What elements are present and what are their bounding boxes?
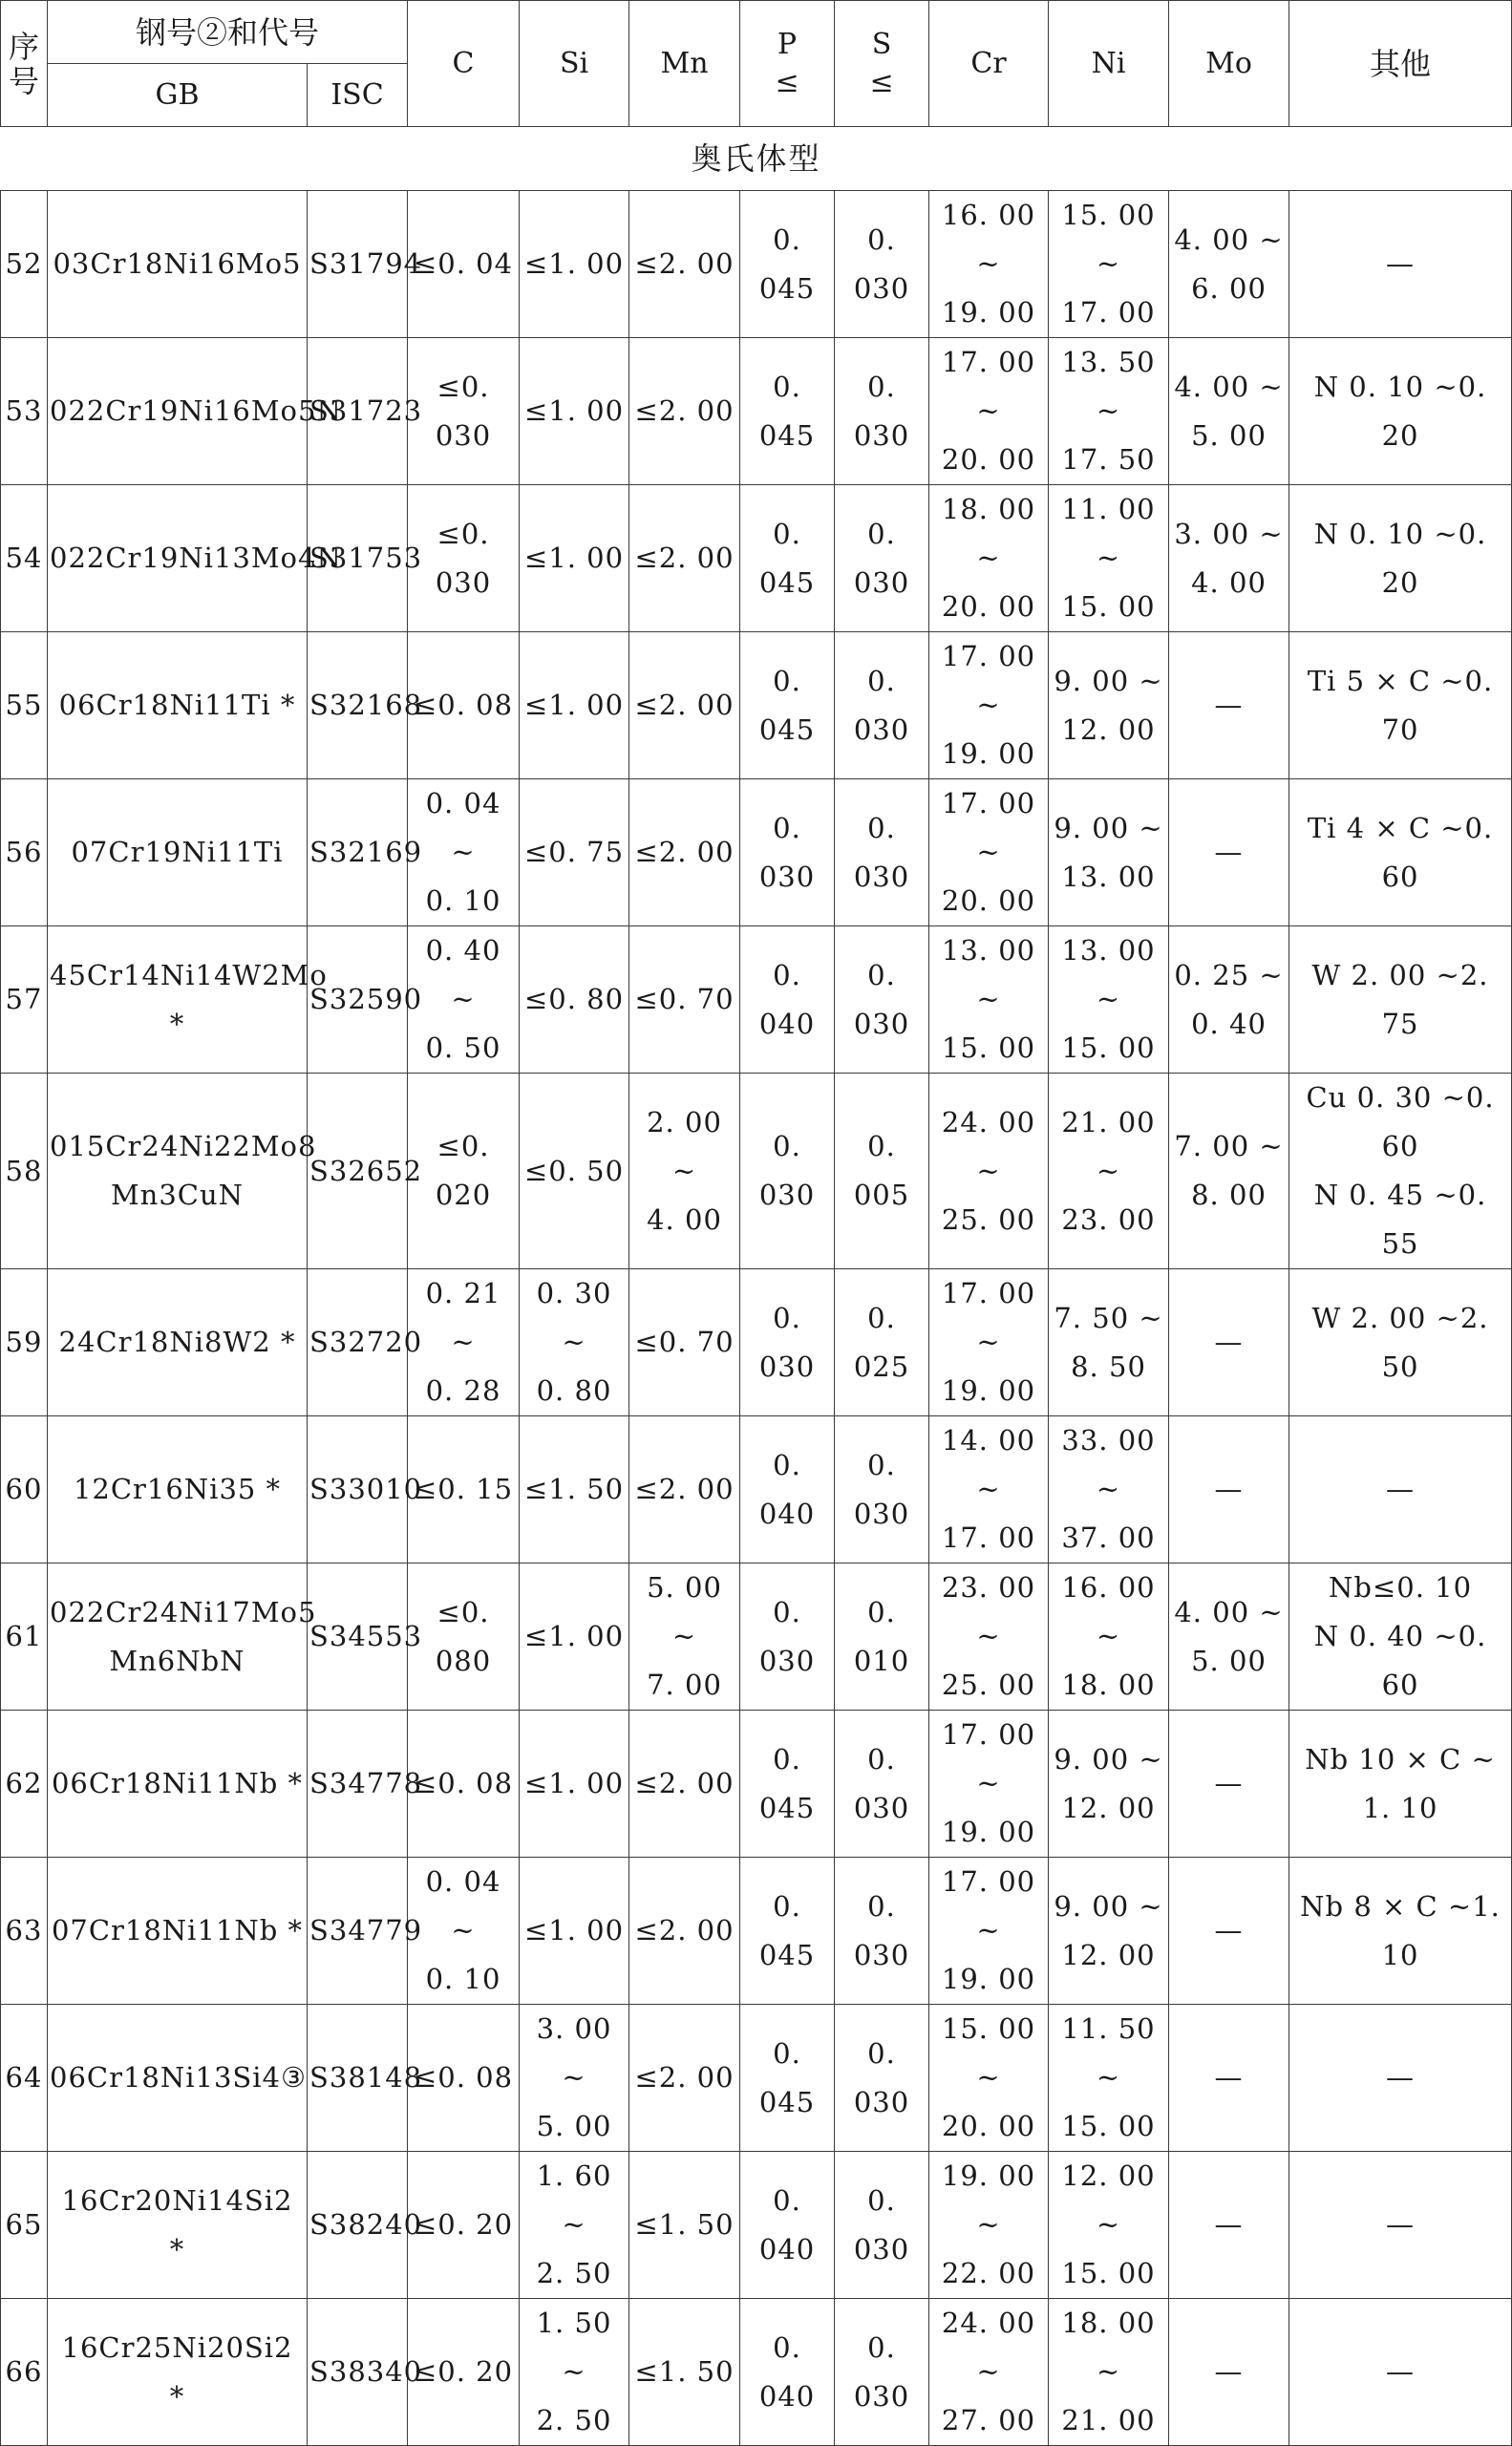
header-p: P ≤	[740, 1, 835, 127]
table-row	[1, 1711, 1512, 1858]
cell-p: 0. 030	[740, 1074, 835, 1269]
cell-s: 0. 030	[835, 2299, 929, 2446]
cell-ni: 12. 00 ~ 15. 00	[1049, 2152, 1169, 2299]
cell-other: Nb≤0. 10 N 0. 40 ~0. 60	[1289, 1563, 1512, 1711]
header-steel-designation: 钢号②和代号	[48, 1, 408, 64]
cell-s: 0. 025	[835, 1269, 929, 1416]
cell-other: Nb 10 × C ~ 1. 10	[1289, 1711, 1512, 1858]
cell-s: 0. 030	[835, 191, 929, 338]
cell-c: ≤0. 08	[408, 2005, 520, 2152]
cell-other: —	[1289, 2299, 1512, 2446]
cell-mn: ≤0. 70	[629, 926, 740, 1074]
cell-si: ≤1. 00	[520, 191, 629, 338]
header-cr: Cr	[929, 1, 1049, 127]
cell-s: 0. 030	[835, 485, 929, 632]
cell-mn: ≤2. 00	[629, 1858, 740, 2005]
cell-si: ≤0. 50	[520, 1074, 629, 1269]
cell-s: 0. 030	[835, 779, 929, 926]
cell-p: 0. 045	[740, 191, 835, 338]
cell-seq: 64	[1, 2005, 48, 2152]
cell-cr: 23. 00 ~ 25. 00	[929, 1563, 1049, 1711]
cell-mo: —	[1169, 779, 1289, 926]
cell-other: N 0. 10 ~0. 20	[1289, 338, 1512, 485]
cell-mn: ≤2. 00	[629, 1416, 740, 1563]
cell-mn: 5. 00 ~ 7. 00	[629, 1563, 740, 1711]
cell-mo: 0. 25 ~ 0. 40	[1169, 926, 1289, 1074]
cell-cr: 24. 00 ~ 27. 00	[929, 2299, 1049, 2446]
cell-cr: 17. 00 ~ 19. 00	[929, 1269, 1049, 1416]
header-other: 其他	[1289, 1, 1512, 127]
cell-s: 0. 030	[835, 1711, 929, 1858]
cell-isc-code: S33010	[308, 1416, 408, 1563]
cell-si: 3. 00 ~ 5. 00	[520, 2005, 629, 2152]
cell-isc-code: S34778	[308, 1711, 408, 1858]
cell-isc-code: S31753	[308, 485, 408, 632]
cell-isc-code: S38148	[308, 2005, 408, 2152]
cell-other: —	[1289, 191, 1512, 338]
cell-mo: 7. 00 ~ 8. 00	[1169, 1074, 1289, 1269]
cell-mn: ≤2. 00	[629, 485, 740, 632]
header-ni: Ni	[1049, 1, 1169, 127]
cell-ni: 13. 00 ~ 15. 00	[1049, 926, 1169, 1074]
cell-gb-designation: 022Cr19Ni13Mo4N	[48, 485, 308, 632]
cell-c: ≤0. 20	[408, 2299, 520, 2446]
cell-ni: 18. 00 ~ 21. 00	[1049, 2299, 1169, 2446]
cell-isc-code: S31794	[308, 191, 408, 338]
cell-c: 0. 21 ~ 0. 28	[408, 1269, 520, 1416]
cell-isc-code: S34553	[308, 1563, 408, 1711]
cell-mn: ≤0. 70	[629, 1269, 740, 1416]
cell-cr: 18. 00 ~ 20. 00	[929, 485, 1049, 632]
section-row	[1, 127, 1512, 191]
cell-seq: 55	[1, 632, 48, 779]
cell-isc-code: S32169	[308, 779, 408, 926]
table-row	[1, 1563, 1512, 1711]
cell-other: Cu 0. 30 ~0. 60 N 0. 45 ~0. 55	[1289, 1074, 1512, 1269]
cell-other: —	[1289, 1416, 1512, 1563]
cell-gb-designation: 022Cr24Ni17Mo5 Mn6NbN	[48, 1563, 308, 1711]
cell-gb-designation: 24Cr18Ni8W2 *	[48, 1269, 308, 1416]
cell-mn: ≤2. 00	[629, 2005, 740, 2152]
table-row	[1, 926, 1512, 1074]
cell-isc-code: S34779	[308, 1858, 408, 2005]
cell-si: 1. 60 ~ 2. 50	[520, 2152, 629, 2299]
cell-si: ≤0. 75	[520, 779, 629, 926]
cell-s: 0. 030	[835, 1858, 929, 2005]
cell-c: 0. 04 ~ 0. 10	[408, 779, 520, 926]
cell-cr: 13. 00 ~ 15. 00	[929, 926, 1049, 1074]
cell-s: 0. 030	[835, 2005, 929, 2152]
cell-other: Nb 8 × C ~1. 10	[1289, 1858, 1512, 2005]
cell-seq: 53	[1, 338, 48, 485]
table-row	[1, 1858, 1512, 2005]
cell-si: ≤1. 00	[520, 632, 629, 779]
cell-p: 0. 045	[740, 1711, 835, 1858]
cell-mo: —	[1169, 2299, 1289, 2446]
cell-mn: ≤2. 00	[629, 191, 740, 338]
header-mo: Mo	[1169, 1, 1289, 127]
cell-gb-designation: 16Cr25Ni20Si2 *	[48, 2299, 308, 2446]
cell-cr: 24. 00 ~ 25. 00	[929, 1074, 1049, 1269]
cell-c: ≤0. 030	[408, 338, 520, 485]
cell-gb-designation: 022Cr19Ni16Mo5N	[48, 338, 308, 485]
header-isc: ISC	[308, 64, 408, 127]
header-mn: Mn	[629, 1, 740, 127]
cell-s: 0. 030	[835, 926, 929, 1074]
cell-seq: 63	[1, 1858, 48, 2005]
cell-mo: 4. 00 ~ 5. 00	[1169, 1563, 1289, 1711]
cell-p: 0. 040	[740, 2299, 835, 2446]
table-body	[1, 127, 1512, 2446]
cell-isc-code: S32652	[308, 1074, 408, 1269]
cell-isc-code: S32590	[308, 926, 408, 1074]
cell-c: ≤0. 08	[408, 632, 520, 779]
table-row	[1, 1074, 1512, 1269]
cell-ni: 33. 00 ~ 37. 00	[1049, 1416, 1169, 1563]
cell-isc-code: S32720	[308, 1269, 408, 1416]
cell-gb-designation: 07Cr19Ni11Ti	[48, 779, 308, 926]
cell-other: W 2. 00 ~2. 50	[1289, 1269, 1512, 1416]
cell-mn: ≤2. 00	[629, 338, 740, 485]
cell-mn: 2. 00 ~ 4. 00	[629, 1074, 740, 1269]
cell-p: 0. 040	[740, 2152, 835, 2299]
cell-gb-designation: 015Cr24Ni22Mo8 Mn3CuN	[48, 1074, 308, 1269]
cell-s: 0. 030	[835, 632, 929, 779]
cell-c: ≤0. 20	[408, 2152, 520, 2299]
cell-seq: 60	[1, 1416, 48, 1563]
cell-other: —	[1289, 2152, 1512, 2299]
cell-ni: 9. 00 ~ 12. 00	[1049, 632, 1169, 779]
cell-p: 0. 040	[740, 926, 835, 1074]
cell-cr: 19. 00 ~ 22. 00	[929, 2152, 1049, 2299]
cell-mo: —	[1169, 1858, 1289, 2005]
table-row	[1, 338, 1512, 485]
table-row	[1, 2299, 1512, 2446]
cell-si: ≤1. 50	[520, 1416, 629, 1563]
cell-p: 0. 045	[740, 2005, 835, 2152]
cell-ni: 11. 00 ~ 15. 00	[1049, 485, 1169, 632]
cell-cr: 17. 00 ~ 20. 00	[929, 338, 1049, 485]
cell-ni: 9. 00 ~ 12. 00	[1049, 1711, 1169, 1858]
cell-s: 0. 030	[835, 1416, 929, 1563]
cell-seq: 65	[1, 2152, 48, 2299]
cell-seq: 52	[1, 191, 48, 338]
cell-isc-code: S31723	[308, 338, 408, 485]
cell-c: ≤0. 080	[408, 1563, 520, 1711]
cell-gb-designation: 45Cr14Ni14W2Mo *	[48, 926, 308, 1074]
cell-si: ≤1. 00	[520, 1563, 629, 1711]
cell-p: 0. 030	[740, 1269, 835, 1416]
cell-isc-code: S38240	[308, 2152, 408, 2299]
cell-si: ≤0. 80	[520, 926, 629, 1074]
cell-c: ≤0. 030	[408, 485, 520, 632]
cell-mo: 4. 00 ~ 6. 00	[1169, 191, 1289, 338]
cell-cr: 14. 00 ~ 17. 00	[929, 1416, 1049, 1563]
cell-isc-code: S38340	[308, 2299, 408, 2446]
cell-s: 0. 030	[835, 2152, 929, 2299]
cell-gb-designation: 06Cr18Ni13Si4③	[48, 2005, 308, 2152]
cell-si: 1. 50 ~ 2. 50	[520, 2299, 629, 2446]
cell-mn: ≤1. 50	[629, 2299, 740, 2446]
cell-c: ≤0. 15	[408, 1416, 520, 1563]
cell-gb-designation: 06Cr18Ni11Nb *	[48, 1711, 308, 1858]
cell-p: 0. 045	[740, 632, 835, 779]
cell-p: 0. 040	[740, 1416, 835, 1563]
cell-other: Ti 4 × C ~0. 60	[1289, 779, 1512, 926]
cell-gb-designation: 03Cr18Ni16Mo5	[48, 191, 308, 338]
cell-ni: 7. 50 ~ 8. 50	[1049, 1269, 1169, 1416]
cell-p: 0. 045	[740, 1858, 835, 2005]
cell-gb-designation: 06Cr18Ni11Ti *	[48, 632, 308, 779]
cell-mo: —	[1169, 2152, 1289, 2299]
cell-gb-designation: 07Cr18Ni11Nb *	[48, 1858, 308, 2005]
cell-c: ≤0. 08	[408, 1711, 520, 1858]
table-row	[1, 191, 1512, 338]
cell-cr: 16. 00 ~ 19. 00	[929, 191, 1049, 338]
cell-ni: 15. 00 ~ 17. 00	[1049, 191, 1169, 338]
cell-s: 0. 005	[835, 1074, 929, 1269]
cell-mo: —	[1169, 2005, 1289, 2152]
cell-seq: 57	[1, 926, 48, 1074]
cell-ni: 9. 00 ~ 12. 00	[1049, 1858, 1169, 2005]
cell-seq: 58	[1, 1074, 48, 1269]
header-seq: 序 号	[1, 1, 48, 127]
cell-seq: 66	[1, 2299, 48, 2446]
cell-seq: 59	[1, 1269, 48, 1416]
cell-p: 0. 030	[740, 1563, 835, 1711]
cell-si: ≤1. 00	[520, 485, 629, 632]
cell-mo: —	[1169, 1269, 1289, 1416]
header-s: S ≤	[835, 1, 929, 127]
cell-gb-designation: 16Cr20Ni14Si2 *	[48, 2152, 308, 2299]
cell-cr: 17. 00 ~ 19. 00	[929, 1858, 1049, 2005]
cell-seq: 56	[1, 779, 48, 926]
cell-cr: 17. 00 ~ 19. 00	[929, 632, 1049, 779]
cell-si: ≤1. 00	[520, 1858, 629, 2005]
cell-si: ≤1. 00	[520, 1711, 629, 1858]
cell-other: W 2. 00 ~2. 75	[1289, 926, 1512, 1074]
cell-mo: 4. 00 ~ 5. 00	[1169, 338, 1289, 485]
cell-mo: —	[1169, 632, 1289, 779]
cell-mn: ≤2. 00	[629, 779, 740, 926]
cell-ni: 13. 50 ~ 17. 50	[1049, 338, 1169, 485]
table-row	[1, 2152, 1512, 2299]
table-row	[1, 2005, 1512, 2152]
cell-mo: —	[1169, 1711, 1289, 1858]
cell-mn: ≤2. 00	[629, 1711, 740, 1858]
cell-mn: ≤2. 00	[629, 632, 740, 779]
table-row	[1, 485, 1512, 632]
section-title: 奥氏体型	[1, 127, 1512, 191]
cell-ni: 16. 00 ~ 18. 00	[1049, 1563, 1169, 1711]
cell-gb-designation: 12Cr16Ni35 *	[48, 1416, 308, 1563]
cell-mo: —	[1169, 1416, 1289, 1563]
cell-p: 0. 030	[740, 779, 835, 926]
header-gb: GB	[48, 64, 308, 127]
cell-isc-code: S32168	[308, 632, 408, 779]
cell-other: —	[1289, 2005, 1512, 2152]
cell-seq: 54	[1, 485, 48, 632]
cell-si: 0. 30 ~ 0. 80	[520, 1269, 629, 1416]
cell-s: 0. 010	[835, 1563, 929, 1711]
cell-p: 0. 045	[740, 338, 835, 485]
cell-ni: 11. 50 ~ 15. 00	[1049, 2005, 1169, 2152]
cell-si: ≤1. 00	[520, 338, 629, 485]
cell-p: 0. 045	[740, 485, 835, 632]
cell-c: 0. 40 ~ 0. 50	[408, 926, 520, 1074]
cell-c: ≤0. 04	[408, 191, 520, 338]
cell-s: 0. 030	[835, 338, 929, 485]
table-row	[1, 1416, 1512, 1563]
cell-other: Ti 5 × C ~0. 70	[1289, 632, 1512, 779]
header-c: C	[408, 1, 520, 127]
cell-cr: 17. 00 ~ 19. 00	[929, 1711, 1049, 1858]
cell-c: 0. 04 ~ 0. 10	[408, 1858, 520, 2005]
cell-c: ≤0. 020	[408, 1074, 520, 1269]
cell-cr: 15. 00 ~ 20. 00	[929, 2005, 1049, 2152]
cell-mn: ≤1. 50	[629, 2152, 740, 2299]
cell-mo: 3. 00 ~ 4. 00	[1169, 485, 1289, 632]
cell-seq: 61	[1, 1563, 48, 1711]
cell-cr: 17. 00 ~ 20. 00	[929, 779, 1049, 926]
header-si: Si	[520, 1, 629, 127]
cell-ni: 21. 00 ~ 23. 00	[1049, 1074, 1169, 1269]
table-row	[1, 779, 1512, 926]
table-header	[1, 1, 1512, 127]
cell-other: N 0. 10 ~0. 20	[1289, 485, 1512, 632]
table-row	[1, 632, 1512, 779]
table-row	[1, 1269, 1512, 1416]
cell-seq: 62	[1, 1711, 48, 1858]
cell-ni: 9. 00 ~ 13. 00	[1049, 779, 1169, 926]
